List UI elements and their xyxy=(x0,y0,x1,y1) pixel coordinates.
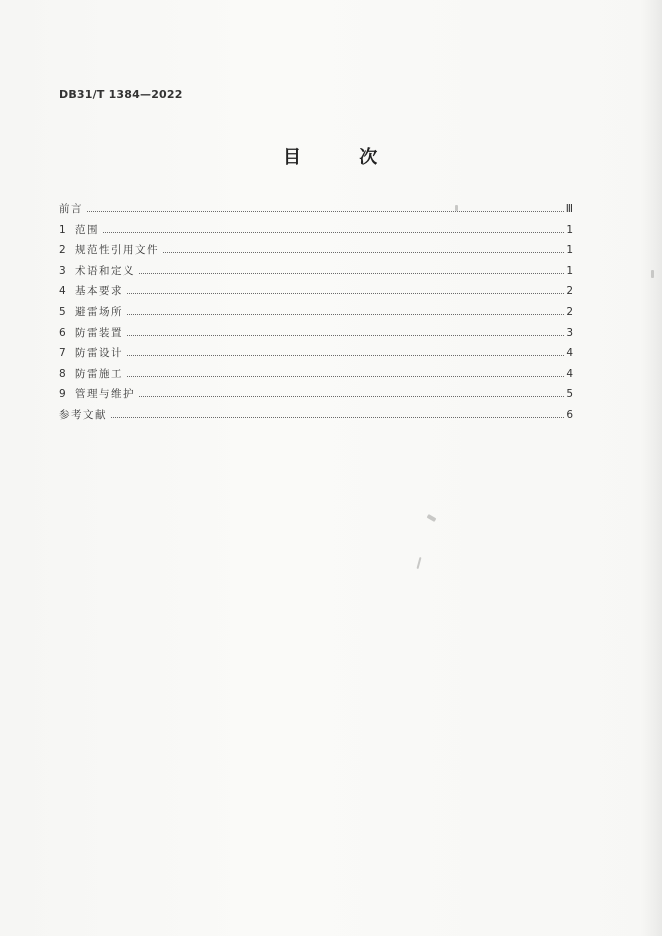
toc-entry-terms-definitions[interactable] xyxy=(59,263,573,284)
toc-entry-label: 参考文献 xyxy=(59,408,107,421)
toc-entry-protection-design[interactable] xyxy=(59,345,573,366)
toc-leader-dots xyxy=(139,395,564,397)
toc-entry-management-maintenance[interactable] xyxy=(59,386,573,407)
toc-entry-label: 管理与维护 xyxy=(75,388,135,401)
toc-leader-dots xyxy=(87,210,564,212)
toc-leader-dots xyxy=(127,375,564,377)
toc-entry-label: 术语和定义 xyxy=(75,264,135,277)
toc-entry-protection-devices[interactable] xyxy=(59,325,573,346)
toc-leader-dots xyxy=(127,334,564,336)
toc-entry-number: 9 xyxy=(59,388,66,401)
toc-entry-page: 1 xyxy=(566,223,573,236)
page-edge-shadow xyxy=(640,0,662,936)
toc-leader-dots xyxy=(127,292,564,294)
toc-entry-page: 4 xyxy=(566,347,573,360)
toc-entry-label: 规范性引用文件 xyxy=(75,244,159,257)
toc-entry-lightning-shelters[interactable] xyxy=(59,304,573,325)
toc-entry-number: 5 xyxy=(59,305,66,318)
toc-entry-page: 6 xyxy=(566,408,573,421)
toc-leader-dots xyxy=(163,251,564,253)
table-of-contents xyxy=(59,201,573,428)
toc-entry-normative-references[interactable] xyxy=(59,242,573,263)
toc-entry-number: 7 xyxy=(59,347,66,360)
toc-entry-page: 1 xyxy=(566,264,573,277)
toc-entry-label: 防雷装置 xyxy=(75,326,123,339)
toc-entry-number: 3 xyxy=(59,264,66,277)
toc-entry-protection-construction[interactable] xyxy=(59,366,573,387)
toc-entry-number: 6 xyxy=(59,326,66,339)
toc-entry-page: 2 xyxy=(566,285,573,298)
toc-entry-label: 范围 xyxy=(75,223,99,236)
toc-title: 目 次 xyxy=(283,147,404,168)
toc-entry-page: 4 xyxy=(566,367,573,380)
toc-entry-basic-requirements[interactable] xyxy=(59,283,573,304)
toc-entry-label: 防雷施工 xyxy=(75,367,123,380)
toc-entry-label: 前言 xyxy=(59,203,83,215)
scan-speck xyxy=(427,514,437,522)
toc-entry-page: 1 xyxy=(566,244,573,257)
toc-leader-dots xyxy=(111,416,564,418)
toc-entry-page: 2 xyxy=(566,305,573,318)
toc-entry-number: 1 xyxy=(59,223,66,236)
toc-entry-label: 避雷场所 xyxy=(75,305,123,318)
toc-leader-dots xyxy=(103,231,564,233)
scan-speck xyxy=(651,270,654,278)
toc-leader-dots xyxy=(127,313,564,315)
toc-entry-scope[interactable] xyxy=(59,222,573,243)
toc-entry-page: Ⅲ xyxy=(565,203,573,215)
toc-leader-dots xyxy=(127,354,564,356)
toc-entry-page: 5 xyxy=(566,388,573,401)
toc-entry-page: 3 xyxy=(566,326,573,339)
toc-entry-label: 防雷设计 xyxy=(75,347,123,360)
toc-entry-label: 基本要求 xyxy=(75,285,123,298)
toc-entry-number: 4 xyxy=(59,285,66,298)
scan-speck xyxy=(455,205,458,211)
toc-leader-dots xyxy=(139,272,564,274)
document-code: DB31/T 1384—2022 xyxy=(59,88,183,101)
toc-entry-number: 8 xyxy=(59,367,66,380)
scan-speck xyxy=(416,557,421,569)
toc-entry-preface[interactable] xyxy=(59,201,573,222)
toc-entry-bibliography[interactable] xyxy=(59,407,573,428)
toc-entry-number: 2 xyxy=(59,244,66,257)
